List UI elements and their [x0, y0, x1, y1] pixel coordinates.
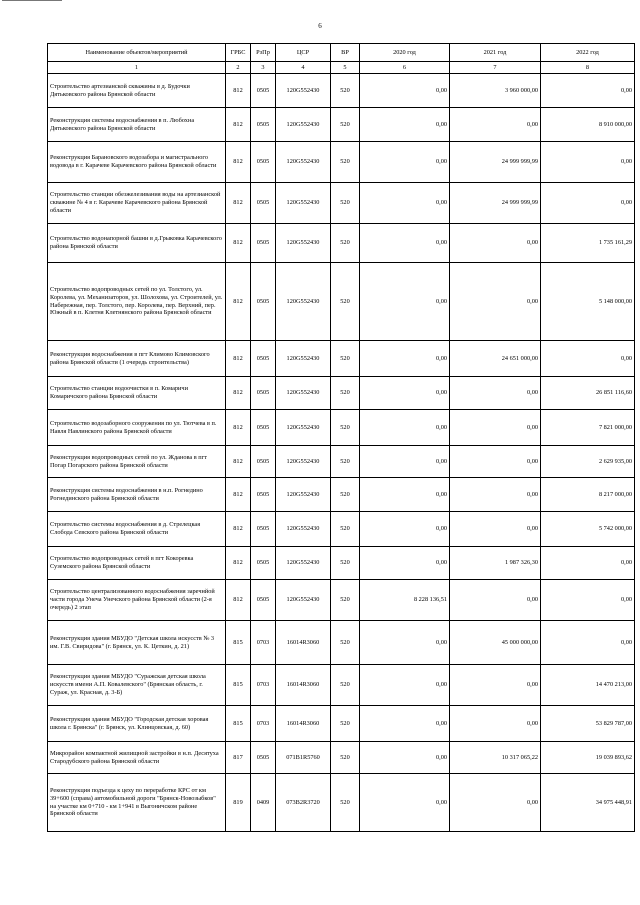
row-2021: 0,00 — [450, 478, 541, 512]
row-grbs: 812 — [226, 74, 251, 108]
row-grbs: 815 — [226, 665, 251, 706]
row-rzpr: 0505 — [251, 512, 276, 547]
row-vr: 520 — [331, 446, 360, 478]
row-2020: 0,00 — [360, 446, 450, 478]
table-row — [48, 224, 635, 263]
row-2020: 0,00 — [360, 742, 450, 774]
row-rzpr: 0409 — [251, 774, 276, 832]
row-name: Реконструкция подъезда к цеху по переработке КРС от км 39+600 (справа) автомобильной дороги "Брянск-Новозыбков" на участке км 0+710 - км 1+941 в Выгоничском районе Брянской области — [48, 774, 226, 832]
row-vr: 520 — [331, 512, 360, 547]
header-2022: 2022 год — [541, 44, 635, 62]
row-2020: 0,00 — [360, 377, 450, 410]
row-grbs: 812 — [226, 224, 251, 263]
row-2021: 0,00 — [450, 108, 541, 142]
row-2020: 0,00 — [360, 512, 450, 547]
row-2022: 0,00 — [541, 580, 635, 621]
row-2022: 0,00 — [541, 74, 635, 108]
row-name: Реконструкция водопроводных сетей по ул. Жданова в пгт Погар Погарского района Брянской области — [48, 446, 226, 478]
row-rzpr: 0505 — [251, 224, 276, 263]
row-grbs: 812 — [226, 142, 251, 183]
row-rzpr: 0505 — [251, 742, 276, 774]
row-2021: 0,00 — [450, 263, 541, 341]
row-vr: 520 — [331, 665, 360, 706]
row-grbs: 812 — [226, 377, 251, 410]
row-2020: 0,00 — [360, 183, 450, 224]
row-2020: 0,00 — [360, 108, 450, 142]
header-name: Наименование объектов/мероприятий — [48, 44, 226, 62]
row-2022: 1 735 161,29 — [541, 224, 635, 263]
row-csr: 120G552430 — [276, 263, 331, 341]
row-name: Строительство водопроводных сетей в пгт Кокоревка Суземского района Брянской области — [48, 547, 226, 580]
row-2021: 0,00 — [450, 580, 541, 621]
column-number: 7 — [450, 62, 541, 74]
row-2022: 7 821 000,00 — [541, 410, 635, 446]
row-vr: 520 — [331, 706, 360, 742]
row-rzpr: 0505 — [251, 410, 276, 446]
row-rzpr: 0505 — [251, 108, 276, 142]
column-number: 1 — [48, 62, 226, 74]
row-csr: 120G552430 — [276, 478, 331, 512]
row-csr: 120G552430 — [276, 580, 331, 621]
row-name: Строительство водонапорной башни в д.Грыковка Карачевского района Брянской области — [48, 224, 226, 263]
row-grbs: 812 — [226, 108, 251, 142]
row-vr: 520 — [331, 377, 360, 410]
header-csr: ЦСР — [276, 44, 331, 62]
row-name: Микрорайон компактной жилищной застройки в н.п. Десятуха Стародубского района Брянской области — [48, 742, 226, 774]
row-2020: 0,00 — [360, 621, 450, 665]
row-name: Реконструкция системы водоснабжения в н.п. Рогнедино Рогнединского района Брянской области — [48, 478, 226, 512]
table-row — [48, 74, 635, 108]
row-vr: 520 — [331, 580, 360, 621]
row-vr: 520 — [331, 224, 360, 263]
row-2020: 0,00 — [360, 263, 450, 341]
row-csr: 073В2R3720 — [276, 774, 331, 832]
column-number: 8 — [541, 62, 635, 74]
row-2022: 0,00 — [541, 621, 635, 665]
row-name: Строительство станции обезжелезивания воды на артезианской скважине № 4 в г. Карачеве Карачевского района Брянской области — [48, 183, 226, 224]
row-2020: 0,00 — [360, 774, 450, 832]
table-row — [48, 410, 635, 446]
row-rzpr: 0505 — [251, 263, 276, 341]
row-rzpr: 0505 — [251, 183, 276, 224]
table-row — [48, 142, 635, 183]
row-grbs: 812 — [226, 410, 251, 446]
row-vr: 520 — [331, 478, 360, 512]
row-rzpr: 0505 — [251, 478, 276, 512]
row-rzpr: 0505 — [251, 341, 276, 377]
row-2021: 0,00 — [450, 665, 541, 706]
row-csr: 120G552430 — [276, 410, 331, 446]
row-vr: 520 — [331, 108, 360, 142]
table-row — [48, 706, 635, 742]
row-csr: 120G552430 — [276, 224, 331, 263]
row-grbs: 817 — [226, 742, 251, 774]
row-2020: 0,00 — [360, 74, 450, 108]
table-row — [48, 665, 635, 706]
row-csr: 120G552430 — [276, 142, 331, 183]
row-2022: 0,00 — [541, 142, 635, 183]
row-vr: 520 — [331, 263, 360, 341]
header-2020: 2020 год — [360, 44, 450, 62]
row-vr: 520 — [331, 74, 360, 108]
row-rzpr: 0505 — [251, 580, 276, 621]
row-grbs: 812 — [226, 580, 251, 621]
row-2021: 10 317 065,22 — [450, 742, 541, 774]
row-grbs: 812 — [226, 446, 251, 478]
row-2020: 0,00 — [360, 341, 450, 377]
row-2022: 0,00 — [541, 547, 635, 580]
row-2021: 0,00 — [450, 410, 541, 446]
row-vr: 520 — [331, 621, 360, 665]
table-row — [48, 263, 635, 341]
row-name: Строительство артезианской скважины в д. Будочки Дятьковского района Брянской области — [48, 74, 226, 108]
row-grbs: 815 — [226, 621, 251, 665]
row-csr: 120G552430 — [276, 183, 331, 224]
header-grbs: ГРБС — [226, 44, 251, 62]
row-2022: 19 039 893,62 — [541, 742, 635, 774]
row-grbs: 812 — [226, 478, 251, 512]
row-vr: 520 — [331, 341, 360, 377]
row-2021: 1 987 326,30 — [450, 547, 541, 580]
row-name: Строительство централизованного водоснабжения заречнйой части города Унеча Унечского района Брянской области (2-я очередь) 2 этап — [48, 580, 226, 621]
table-row — [48, 478, 635, 512]
row-2021: 0,00 — [450, 774, 541, 832]
row-name: Строительство станции водоочистки в п. Комаричи Комаричского района Брянской области — [48, 377, 226, 410]
row-2022: 8 217 000,00 — [541, 478, 635, 512]
row-csr: 120G552430 — [276, 74, 331, 108]
table-row — [48, 341, 635, 377]
row-2022: 2 629 935,00 — [541, 446, 635, 478]
column-number: 3 — [251, 62, 276, 74]
row-vr: 520 — [331, 410, 360, 446]
row-rzpr: 0703 — [251, 621, 276, 665]
table-row — [48, 108, 635, 142]
row-2022: 14 470 213,00 — [541, 665, 635, 706]
table-row — [48, 580, 635, 621]
row-rzpr: 0505 — [251, 547, 276, 580]
row-csr: 120G552430 — [276, 108, 331, 142]
row-2020: 0,00 — [360, 547, 450, 580]
row-2021: 0,00 — [450, 446, 541, 478]
header-2021: 2021 год — [450, 44, 541, 62]
row-vr: 520 — [331, 742, 360, 774]
row-2021: 3 960 000,00 — [450, 74, 541, 108]
page-number: 6 — [318, 22, 322, 30]
row-2022: 0,00 — [541, 341, 635, 377]
row-csr: 16014R3060 — [276, 665, 331, 706]
row-name: Реконструкция здания МБУДО "Суражская детская школа искусств имени А.П. Ковалевского" (Брянская область, г. Сураж, ул. Красная, д. 3-Б) — [48, 665, 226, 706]
row-grbs: 819 — [226, 774, 251, 832]
row-2021: 0,00 — [450, 377, 541, 410]
row-csr: 120G552430 — [276, 377, 331, 410]
row-vr: 520 — [331, 547, 360, 580]
row-name: Строительство водопроводных сетей по ул. Толстого, ул. Королева, ул. Механизаторов, ул. Шолохова, ул. Строителей, ул. Набережная, пер. Толстого, пер. Королева, пер. Верхний, пер. Южный в п. Клетня Клетнянского района Брянской области — [48, 263, 226, 341]
row-2021: 24 999 999,99 — [450, 142, 541, 183]
table-row — [48, 446, 635, 478]
row-name: Строительство системы водоснабжения в д. Стрелецкая Слобода Севского района Брянской области — [48, 512, 226, 547]
row-2020: 0,00 — [360, 665, 450, 706]
table-row — [48, 774, 635, 832]
row-csr: 120G552430 — [276, 341, 331, 377]
row-2021: 24 651 000,00 — [450, 341, 541, 377]
row-csr: 071B1R5760 — [276, 742, 331, 774]
table-row — [48, 742, 635, 774]
row-name: Реконструкция здания МБУДО "Городская детская хоровая школа г. Брянска" (г. Брянск, ул. Клинцовская, д. 60) — [48, 706, 226, 742]
row-grbs: 812 — [226, 183, 251, 224]
row-2020: 0,00 — [360, 224, 450, 263]
row-rzpr: 0505 — [251, 142, 276, 183]
row-rzpr: 0505 — [251, 377, 276, 410]
table-row — [48, 512, 635, 547]
row-grbs: 815 — [226, 706, 251, 742]
row-2022: 5 742 000,00 — [541, 512, 635, 547]
column-number: 4 — [276, 62, 331, 74]
row-2022: 53 829 787,00 — [541, 706, 635, 742]
row-2021: 0,00 — [450, 224, 541, 263]
row-2021: 0,00 — [450, 512, 541, 547]
row-name: Строительство водозаборного сооружения по ул. Тютчева в п. Навля Навлинского района Брянской области — [48, 410, 226, 446]
row-2021: 45 000 000,00 — [450, 621, 541, 665]
header-row — [48, 44, 635, 62]
column-number: 2 — [226, 62, 251, 74]
row-csr: 120G552430 — [276, 547, 331, 580]
row-2020: 8 228 136,51 — [360, 580, 450, 621]
row-vr: 520 — [331, 183, 360, 224]
scan-edge-mark — [2, 0, 62, 5]
row-2021: 0,00 — [450, 706, 541, 742]
row-grbs: 812 — [226, 263, 251, 341]
row-vr: 520 — [331, 774, 360, 832]
column-number: 5 — [331, 62, 360, 74]
row-grbs: 812 — [226, 512, 251, 547]
row-2022: 0,00 — [541, 183, 635, 224]
row-rzpr: 0505 — [251, 446, 276, 478]
row-rzpr: 0703 — [251, 706, 276, 742]
row-rzpr: 0505 — [251, 74, 276, 108]
row-rzpr: 0703 — [251, 665, 276, 706]
table-row — [48, 621, 635, 665]
row-grbs: 812 — [226, 547, 251, 580]
row-2022: 34 975 448,91 — [541, 774, 635, 832]
row-name: Реконструкция водоснабжения в пгт Климово Климовского района Брянской области (1 очередь строительства) — [48, 341, 226, 377]
row-2020: 0,00 — [360, 410, 450, 446]
row-2020: 0,00 — [360, 478, 450, 512]
row-2022: 26 851 116,60 — [541, 377, 635, 410]
table-row — [48, 377, 635, 410]
row-name: Реконструкция системы водоснабжения в п. Любохна Дятьковского района Брянской области — [48, 108, 226, 142]
header-vr: ВР — [331, 44, 360, 62]
table-body — [48, 74, 635, 832]
row-name: Реконструкция здания МБУДО "Детская школа искусств № 3 им. Г.В. Свиридова" (г. Брянск, ул. К. Цеткин, д. 21) — [48, 621, 226, 665]
row-csr: 16014R3060 — [276, 621, 331, 665]
table-row — [48, 183, 635, 224]
row-csr: 120G552430 — [276, 512, 331, 547]
row-2022: 5 148 000,00 — [541, 263, 635, 341]
row-2022: 8 910 000,00 — [541, 108, 635, 142]
row-2021: 24 999 999,99 — [450, 183, 541, 224]
row-grbs: 812 — [226, 341, 251, 377]
column-number-row — [48, 62, 635, 74]
header-rzpr: РзПр — [251, 44, 276, 62]
row-2020: 0,00 — [360, 142, 450, 183]
column-number: 6 — [360, 62, 450, 74]
row-2020: 0,00 — [360, 706, 450, 742]
table-row — [48, 547, 635, 580]
budget-table — [47, 43, 635, 832]
row-name: Реконструкция Барановского водозабора и магистрального водовода в г. Карачеве Карачевского района Брянской области — [48, 142, 226, 183]
row-csr: 16014R3060 — [276, 706, 331, 742]
row-csr: 120G552430 — [276, 446, 331, 478]
row-vr: 520 — [331, 142, 360, 183]
